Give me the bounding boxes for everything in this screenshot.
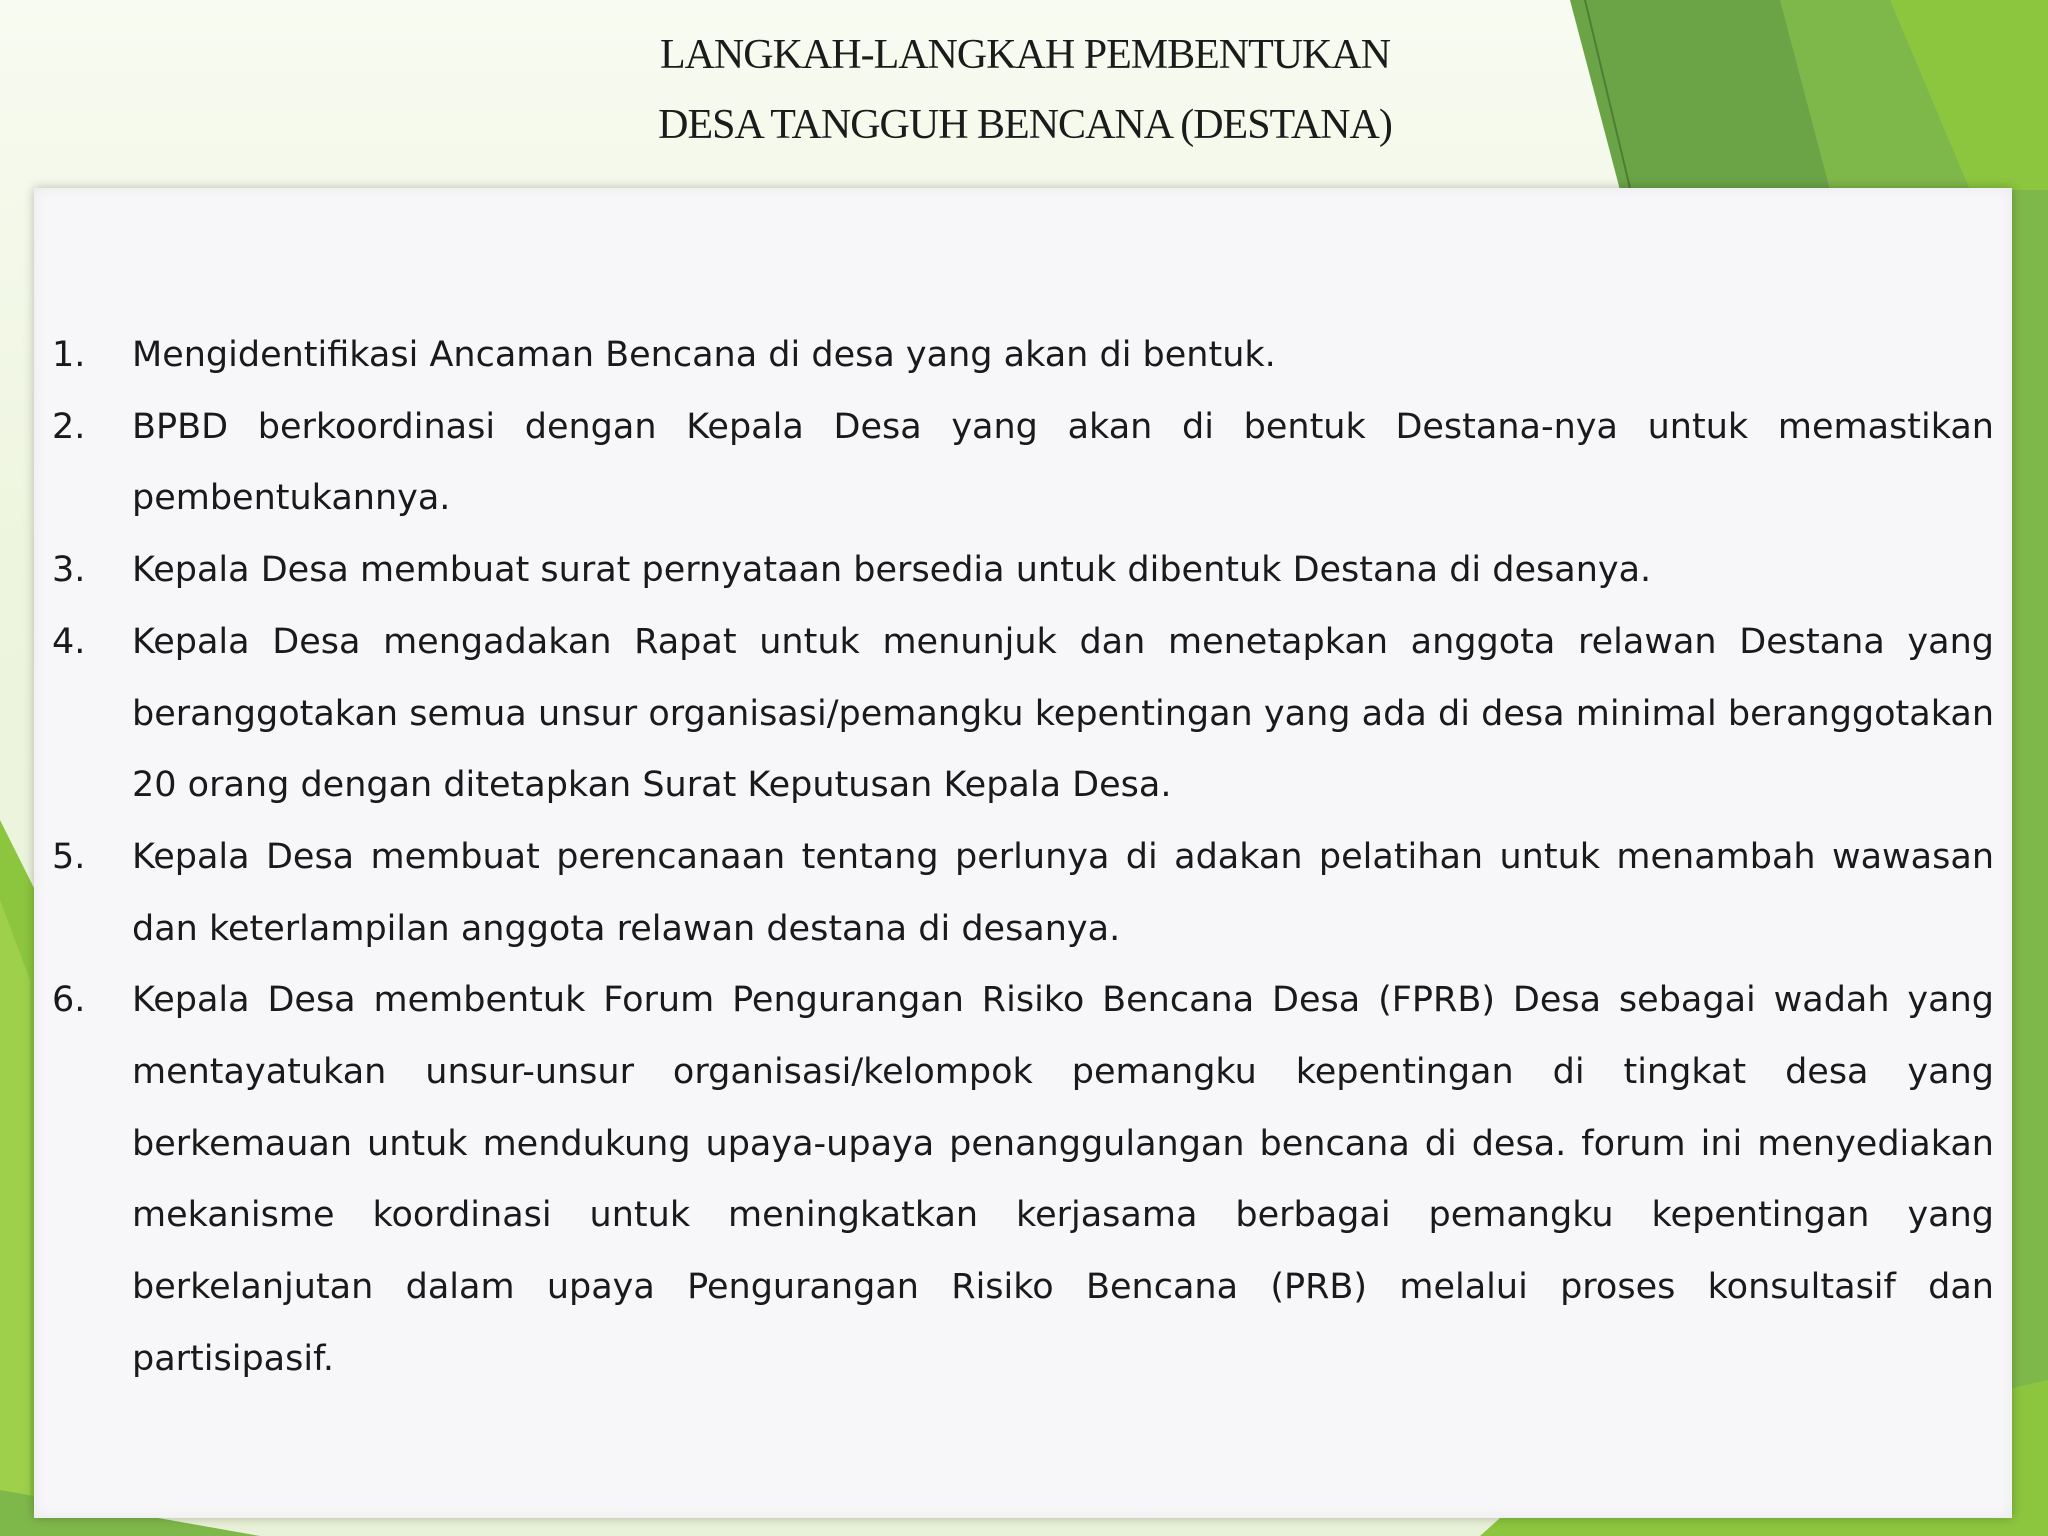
title-line-2: DESA TANGGUH BENCANA (DESTANA) [658,102,1392,148]
list-item [52,822,1994,965]
list-item [52,320,1994,392]
step-number: 3. [52,550,86,591]
step-number: 5. [52,836,86,877]
slide-title [560,20,1490,160]
step-text: Kepala Desa membuat surat pernyataan bersedia untuk dibentuk Destana di desanya. [132,550,1652,591]
list-item [52,535,1994,607]
step-number: 4. [52,621,86,662]
step-text: Kepala Desa membentuk Forum Pengurangan Risiko Bencana Desa (FPRB) Desa sebagai wadah yang mentayatukan unsur-unsur organisasi/kelompok pemangku kepentingan di tingkat desa yang berkemauan untuk mendukung upaya-upaya penanggulangan bencana di desa. forum ini menyediakan mekanisme koordinasi untuk meningkatkan kerjasama berbagai pemangku kepentingan yang berkelanjutan dalam upaya Pengurangan Risiko Bencana (PRB) melalui proses konsultasif dan partisipasif. [132,980,1994,1379]
step-number: 2. [52,406,86,447]
step-text: BPBD berkoordinasi dengan Kepala Desa yang akan di bentuk Destana-nya untuk memastikan pembentukannya. [132,406,1994,519]
list-item [52,965,1994,1395]
step-number: 6. [52,980,86,1021]
step-number: 1. [52,335,86,375]
step-text: Mengidentifikasi Ancaman Bencana di desa yang akan di bentuk. [132,335,1276,375]
list-item [52,607,1994,822]
step-text: Kepala Desa mengadakan Rapat untuk menunjuk dan menetapkan anggota relawan Destana yang beranggotakan semua unsur organisasi/pemangku kepentingan yang ada di desa minimal beranggotakan 20 orang dengan ditetapkan Surat Keputusan Kepala Desa. [132,621,1994,806]
step-text: Kepala Desa membuat perencanaan tentang perlunya di adakan pelatihan untuk menambah wawasan dan keterlampilan anggota relawan destana di desanya. [132,836,1994,949]
title-line-1: LANGKAH-LANGKAH PEMBENTUKAN [659,32,1391,78]
left-light-green-stripe [0,900,30,1536]
steps-list [52,320,1994,1396]
list-item [52,392,1994,535]
